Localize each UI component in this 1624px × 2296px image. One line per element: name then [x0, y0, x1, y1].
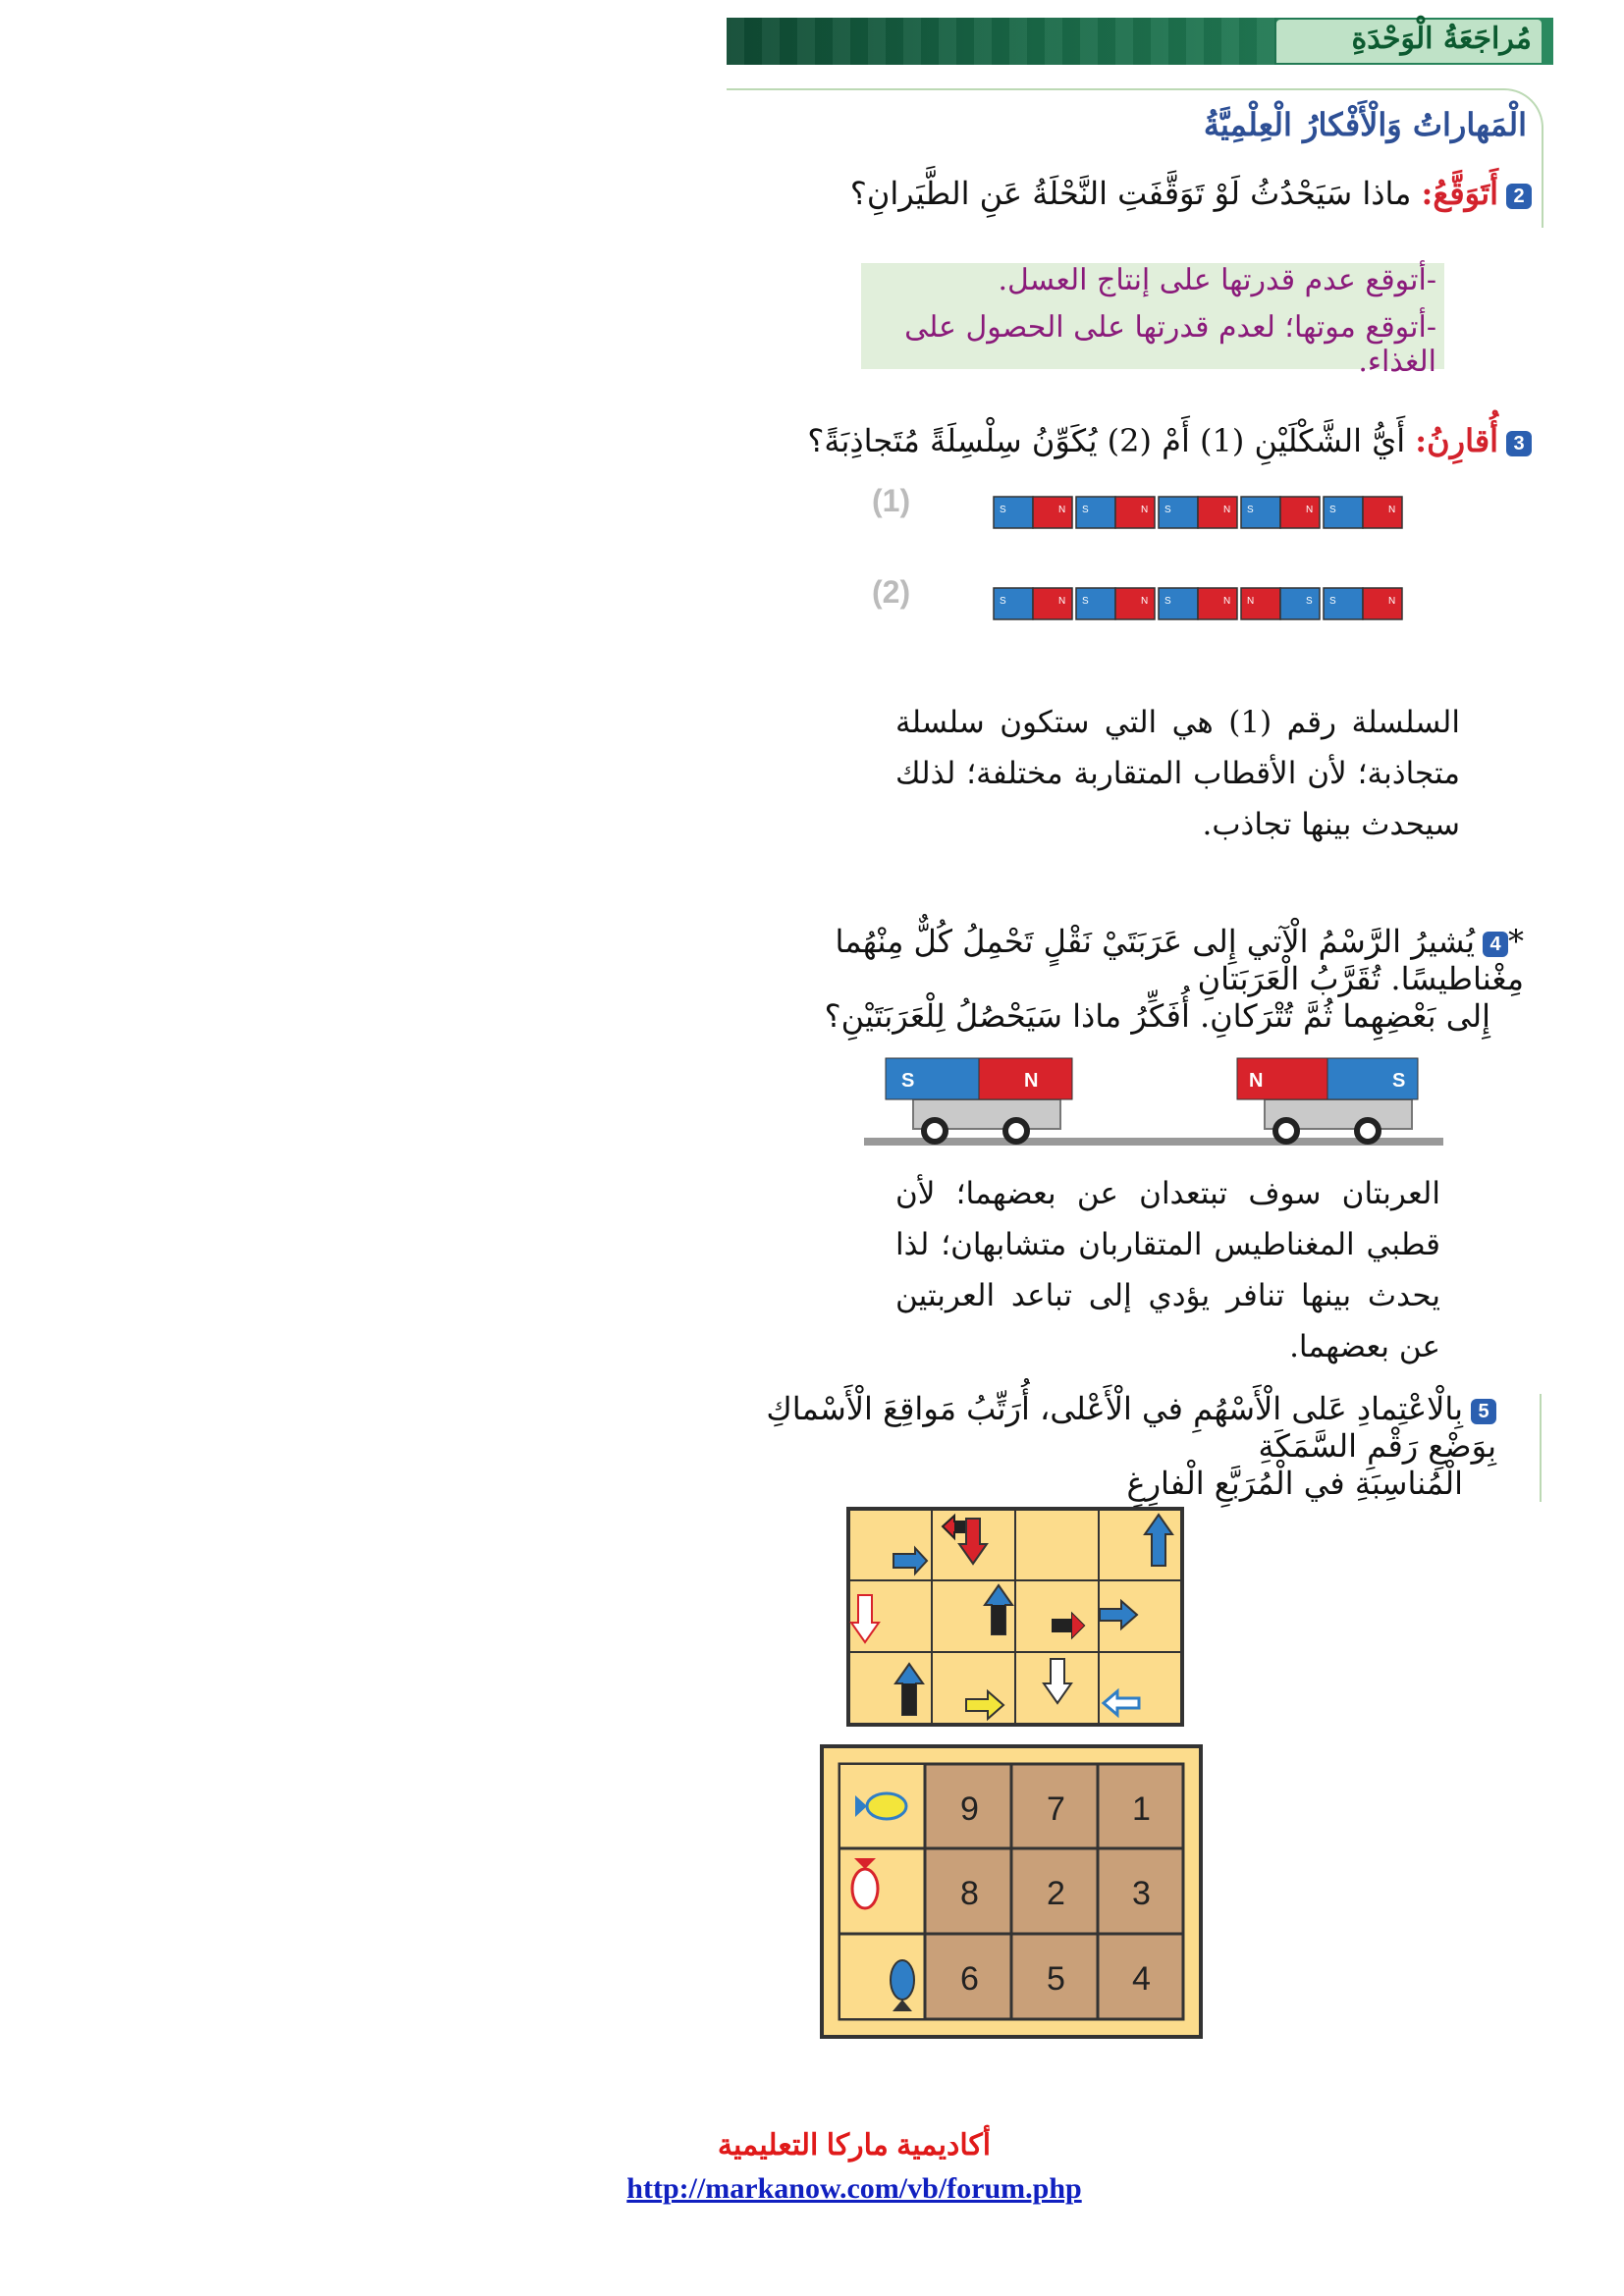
pole-label: N	[1058, 505, 1066, 515]
pole-label: S	[1000, 596, 1006, 607]
question-prefix: *	[1508, 923, 1524, 960]
question-5	[738, 1390, 1496, 1502]
answer-2-line-2: -أتوقع موتها؛ لعدم قدرتها على الحصول على الغذاء.	[904, 310, 1436, 379]
grid-number: 4	[1132, 1960, 1151, 1998]
chain-1-label: (1)	[872, 483, 911, 518]
grid-number: 1	[1132, 1790, 1151, 1828]
arrow-grid	[846, 1507, 1186, 1729]
question-number: 5	[1471, 1399, 1496, 1424]
magnet-pole	[1198, 497, 1237, 528]
pole-label: N	[1388, 596, 1396, 607]
pole-label: N	[1141, 505, 1149, 515]
question-text: ماذا سَيَحْدُثُ لَوْ تَوَقَّفَتِ النَّحْلَةُ عَنِ الطَّيَرانِ؟	[849, 175, 1422, 212]
question-4-line-2: إِلى بَعْضِهِما ثُمَّ تُتْرَكانِ. أُفَكِّرُ ماذا سَيَحْصُلُ لِلْعَرَبَتَيْنِ؟	[824, 997, 1490, 1035]
pole-label: N	[1388, 505, 1396, 515]
magnet-pole	[1363, 588, 1402, 619]
pole-label: S	[1306, 596, 1313, 607]
magnet-pole	[1033, 588, 1072, 619]
pole-label: N	[1306, 505, 1314, 515]
question-keyword: أُقارِنُ:	[1415, 422, 1498, 459]
pole-label: S	[901, 1070, 915, 1092]
question-keyword: أَتَوَقَّعُ:	[1421, 175, 1498, 212]
pole-label: N	[1141, 596, 1149, 607]
footer-academy-name: أكاديمية ماركا التعليمية	[717, 2129, 992, 2162]
magnet-carts-illustration	[854, 1050, 1453, 1148]
question-text: يُشيرُ الرَّسْمُ الْآتي إِلى عَرَبَتَيْ نَقْلٍ تَحْمِلُ كُلٌّ مِنْهُما مِغْناطيسًا. تُقَرَّبُ الْعَرَبَتانِ	[835, 923, 1524, 997]
fish-number-grid	[820, 1744, 1205, 2041]
pole-label: N	[1249, 1070, 1264, 1092]
magnet-pole	[1115, 497, 1155, 528]
question-number: 2	[1506, 184, 1532, 209]
answer-3: السلسلة رقم (1) هي التي ستكون سلسلة متجاذبة؛ لأن الأقطاب المتقاربة مختلفة؛ لذلك سيحدث بينها تجاذب.	[895, 705, 1460, 842]
question-text: أَيُّ الشَّكْلَيْنِ (1) أَمْ (2) يُكَوِّنُ سِلْسِلَةً مُتَجاذِبَةً؟	[807, 422, 1416, 459]
grid-number: 7	[1047, 1790, 1065, 1828]
question-number: 4	[1483, 932, 1508, 957]
pole-label: S	[1082, 505, 1089, 515]
grid-number: 9	[960, 1790, 979, 1828]
pole-label: S	[1164, 596, 1171, 607]
magnet-chain-1	[992, 491, 1414, 535]
chain-2-label: (2)	[872, 574, 911, 610]
magnet-pole	[1280, 588, 1320, 619]
pole-label: N	[1223, 505, 1231, 515]
magnet-pole	[1033, 497, 1072, 528]
grid-number: 2	[1047, 1875, 1065, 1912]
pole-label: N	[1024, 1070, 1039, 1092]
magnet-chain-2	[992, 582, 1414, 626]
wheel	[1357, 1120, 1379, 1142]
magnet-pole	[1280, 497, 1320, 528]
answer-4: العربتان سوف تبتعدان عن بعضهما؛ لأن قطبي المغناطيس المتقاربان متشابهان؛ لذا يحدث بينها تنافر يؤدي إلى تباعد العربتين عن بعضهما.	[895, 1176, 1440, 1364]
pole-label: S	[1392, 1070, 1406, 1092]
pole-label: S	[1247, 505, 1254, 515]
pole-label: S	[1082, 596, 1089, 607]
footer-url-link[interactable]: http://markanow.com/vb/forum.php	[626, 2172, 1082, 2205]
grid-number: 6	[960, 1960, 979, 1998]
magnet-pole	[1363, 497, 1402, 528]
header-title: مُراجَعَةُ الْوَحْدَةِ	[1351, 22, 1532, 56]
question-number: 3	[1506, 431, 1532, 456]
question-4-line-1	[738, 923, 1524, 997]
section-heading: الْمَهاراتُ وَالْأَفْكارُ الْعِلْمِيَّةُ	[1203, 106, 1527, 143]
pole-label: N	[1223, 596, 1231, 607]
magnet-pole	[1115, 588, 1155, 619]
grid-number: 3	[1132, 1875, 1151, 1912]
question-4	[738, 923, 1524, 1035]
wheel	[1275, 1120, 1297, 1142]
left-cart	[886, 1058, 1072, 1142]
pole-label: S	[1329, 596, 1336, 607]
wheel	[1005, 1120, 1027, 1142]
pole-label: S	[1000, 505, 1006, 515]
margin-rule	[1540, 1394, 1542, 1502]
pole-label: S	[1164, 505, 1171, 515]
magnet-pole-left	[886, 1058, 979, 1099]
question-2	[746, 175, 1532, 212]
pole-label: N	[1058, 596, 1066, 607]
question-text: بِالْاعْتِمادِ عَلى الْأَسْهُمِ في الْأَعْلى، أُرَتِّبُ مَواقِعَ الْأَسْماكِ بِوَضْعِ رَقْمِ السَّمَكَةِ	[766, 1390, 1496, 1465]
grid-number: 8	[960, 1875, 979, 1912]
right-cart	[1237, 1058, 1418, 1142]
grid-number: 5	[1047, 1960, 1065, 1998]
magnet-pole	[1198, 588, 1237, 619]
question-5-line-2: الْمُناسِبَةِ في الْمُرَبَّعِ الْفارِغِ	[1126, 1465, 1463, 1502]
wheel	[924, 1120, 946, 1142]
pole-label: N	[1247, 596, 1255, 607]
question-3	[746, 422, 1532, 459]
answer-2-line-1: -أتوقع عدم قدرتها على إنتاج العسل.	[998, 263, 1436, 297]
pole-label: S	[1329, 505, 1336, 515]
